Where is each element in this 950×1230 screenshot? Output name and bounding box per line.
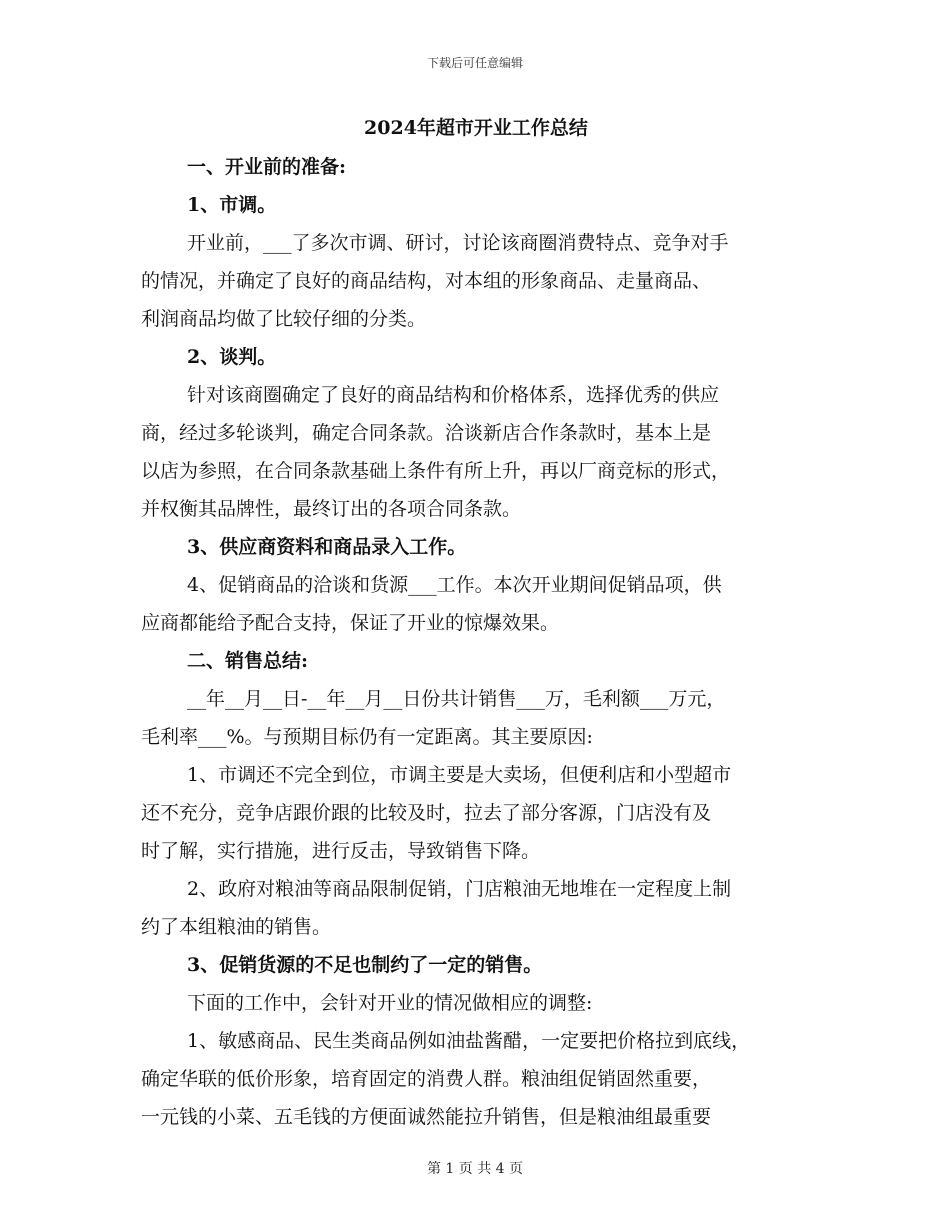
- paragraph-line: 时了解，实行措施，进行反击，导致销售下降。: [141, 840, 541, 862]
- document-body: [141, 112, 811, 1136]
- paragraph-line: 商，经过多轮谈判，确定合同条款。洽谈新店合作条款时，基本上是: [141, 422, 712, 444]
- paragraph-line: 还不充分，竞争店跟价跟的比较及时，拉去了部分客源，门店没有及: [141, 802, 712, 824]
- subsection-heading: 3、供应商资料和商品录入工作。: [187, 536, 467, 558]
- subsection-heading: 2、谈判。: [187, 346, 277, 368]
- paragraph-line: 4、促销商品的洽谈和货源___工作。本次开业期间促销品项，供: [187, 574, 722, 596]
- section-heading: 二、销售总结:: [187, 650, 309, 672]
- paragraph-line: 并权衡其品牌性，最终订出的各项合同条款。: [141, 498, 522, 520]
- paragraph-line: 以店为参照，在合同条款基础上条件有所上升，再以厂商竞标的形式，: [141, 460, 731, 482]
- paragraph-line: 2、政府对粮油等商品限制促销，门店粮油无地堆在一定程度上制: [187, 878, 732, 900]
- section-heading: 一、开业前的准备:: [187, 156, 347, 178]
- subsection-heading: 1、市调。: [187, 194, 277, 216]
- paragraph-line: 下面的工作中，会针对开业的情况做相应的调整:: [187, 992, 593, 1014]
- paragraph-line: 针对该商圈确定了良好的商品结构和价格体系，选择优秀的供应: [187, 384, 720, 406]
- paragraph-line: __年__月__日-__年__月__日份共计销售___万，毛利额___万元，: [187, 688, 726, 710]
- paragraph-line: 利润商品均做了比较仔细的分类。: [141, 308, 427, 330]
- page-header-note: 下载后可任意编辑: [426, 56, 523, 70]
- document-title: 2024年超市开业工作总结: [364, 117, 588, 139]
- paragraph-line: 毛利率___%。与预期目标仍有一定距离。其主要原因:: [141, 726, 593, 748]
- paragraph-line: 确定华联的低价形象，培育固定的消费人群。粮油组促销固然重要，: [141, 1068, 712, 1090]
- paragraph-line: 一元钱的小菜、五毛钱的方便面诚然能拉升销售，但是粮油组最重要: [141, 1106, 712, 1128]
- subsection-heading: 3、促销货源的不足也制约了一定的销售。: [187, 954, 543, 976]
- paragraph-line: 1、敏感商品、民生类商品例如油盐酱醋，一定要把价格拉到底线，: [187, 1030, 751, 1052]
- page-number-footer: 第 1 页 共 4 页: [426, 1161, 524, 1177]
- paragraph-line: 开业前，___了多次市调、研讨，讨论该商圈消费特点、竞争对手: [187, 232, 729, 254]
- paragraph-line: 约了本组粮油的销售。: [141, 916, 332, 938]
- paragraph-line: 的情况，并确定了良好的商品结构，对本组的形象商品、走量商品、: [141, 270, 712, 292]
- paragraph-line: 应商都能给予配合支持，保证了开业的惊爆效果。: [141, 612, 560, 634]
- paragraph-line: 1、市调还不完全到位，市调主要是大卖场，但便利店和小型超市: [187, 764, 732, 786]
